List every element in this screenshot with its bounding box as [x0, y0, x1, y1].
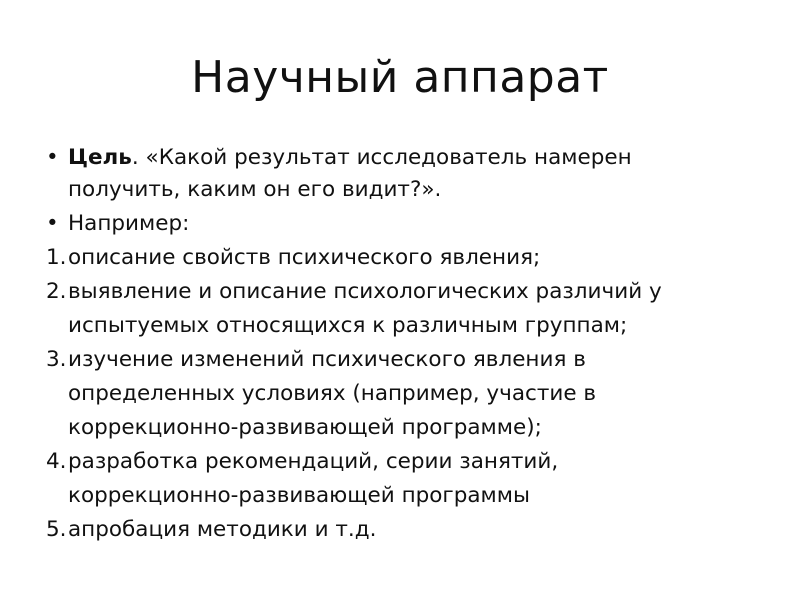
goal-bullet-line-1 — [46, 142, 766, 174]
list-item-number: 3. — [46, 347, 67, 372]
example-text: Например: — [68, 211, 190, 236]
list-item-line — [46, 446, 766, 478]
goal-text-continued: получить, каким он его видит?». — [68, 177, 442, 202]
list-item-line — [46, 378, 766, 410]
list-item-number: 1. — [46, 245, 67, 270]
list-item-text: описание свойств психического явления; — [68, 245, 541, 270]
numbered-list — [46, 242, 766, 546]
goal-bullet-line-2 — [46, 174, 766, 206]
list-item-text: апробация методики и т.д. — [68, 517, 377, 542]
list-item-text: коррекционно-развивающей программе); — [68, 415, 542, 440]
list-item-number: 5. — [46, 517, 67, 542]
example-bullet — [46, 208, 766, 240]
list-item-text: разработка рекомендаций, серии занятий, — [68, 449, 559, 474]
bullet-marker: • — [46, 211, 59, 236]
goal-text: . «Какой результат исследователь намерен — [131, 145, 632, 170]
slide-title: Научный аппарат — [191, 52, 609, 103]
list-item-line — [46, 276, 766, 308]
list-item-line — [46, 412, 766, 444]
list-item-line — [46, 242, 766, 274]
list-item-text: коррекционно-развивающей программы — [68, 483, 530, 508]
list-item-number: 2. — [46, 279, 67, 304]
slide-content — [46, 142, 766, 546]
list-item-text: определенных условиях (например, участие в — [68, 381, 597, 406]
list-item-text: изучение изменений психического явления в — [68, 347, 586, 372]
list-item-line — [46, 514, 766, 546]
list-item-text: испытуемых относящихся к различным группам; — [68, 313, 628, 338]
bullet-marker: • — [46, 145, 59, 170]
list-item-line — [46, 480, 766, 512]
list-item-line — [46, 344, 766, 376]
list-item-number: 4. — [46, 449, 67, 474]
goal-label: Цель — [68, 145, 132, 170]
list-item-text: выявление и описание психологических различий у — [68, 279, 662, 304]
list-item-line — [46, 310, 766, 342]
